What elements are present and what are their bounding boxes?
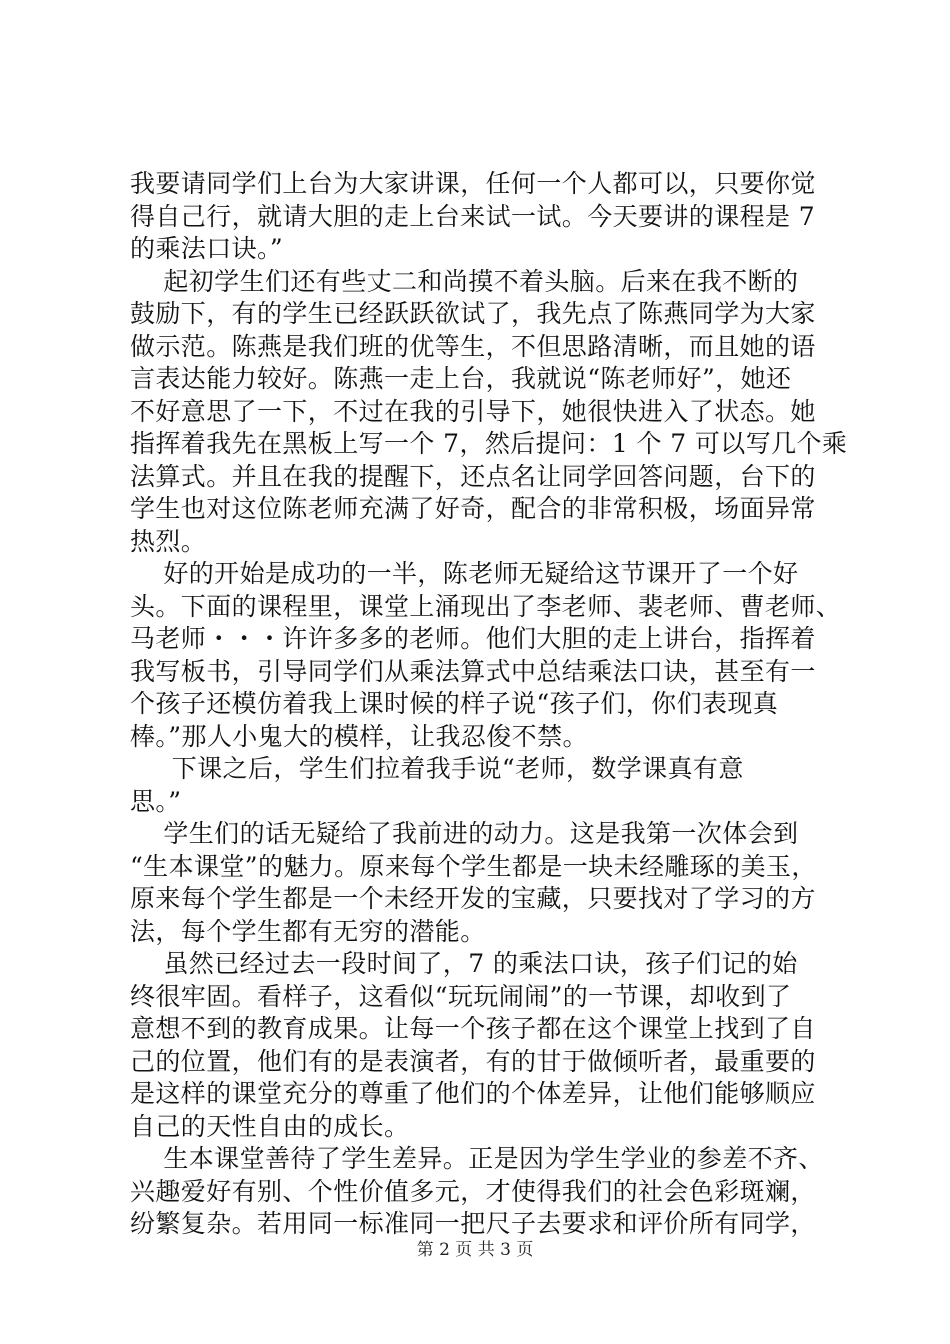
text-line: 马老师・・・许许多多的老师。他们大胆的走上讲台，指挥着 xyxy=(130,624,816,653)
text-line: 法算式。并且在我的提醒下，还点名让同学回答问题，台下的 xyxy=(130,461,816,491)
text-line: 原来每个学生都是一个未经开发的宝藏，只要找对了学习的方 xyxy=(130,884,816,913)
text-line: 起初学生们还有些丈二和尚摸不着头脑。后来在我不断的 xyxy=(130,266,799,296)
text-line: 学生们的话无疑给了我前进的动力。这是我第一次体会到 xyxy=(130,819,799,848)
text-line: 指挥着我先在黑板上写一个 7，然后提问：1 个 7 可以写几个乘 xyxy=(130,429,848,458)
body-text xyxy=(130,168,848,1241)
text-line: 好的开始是成功的一半，陈老师无疑给这节课开了一个好 xyxy=(130,559,799,588)
text-line: 的乘法口诀。” xyxy=(130,234,284,263)
text-line: 学生也对这位陈老师充满了好奇，配合的非常积极，场面异常 xyxy=(130,494,816,523)
text-line: 做示范。陈燕是我们班的优等生，不但思路清晰，而且她的语 xyxy=(130,331,816,361)
text-line: 虽然已经过去一段时间了，7 的乘法口诀，孩子们记的始 xyxy=(130,949,798,978)
text-line: 个孩子还模仿着我上课时候的样子说“孩子们，你们表现真 xyxy=(130,689,779,718)
text-line: 棒。”那人小鬼大的模样，让我忍俊不禁。 xyxy=(130,721,588,751)
text-line: 思。” xyxy=(130,786,182,816)
text-line: 终很牢固。看样子，这看似“玩玩闹闹”的一节课，却收到了 xyxy=(130,981,792,1011)
text-line: 意想不到的教育成果。让每一个孩子都在这个课堂上找到了自 xyxy=(130,1014,816,1043)
text-line: 己的位置，他们有的是表演者，有的甘于做倾听者，最重要的 xyxy=(130,1046,816,1076)
text-line: 生本课堂善待了学生差异。正是因为学生学业的参差不齐、 xyxy=(130,1144,824,1173)
page-footer xyxy=(0,1238,950,1262)
text-line: 热烈。 xyxy=(130,526,207,556)
text-line: 鼓励下，有的学生已经跃跃欲试了，我先点了陈燕同学为大家 xyxy=(130,299,816,328)
text-line: 纷繁复杂。若用同一标准同一把尺子去要求和评价所有同学， xyxy=(130,1209,816,1238)
text-line: 是这样的课堂充分的尊重了他们的个体差异，让他们能够顺应 xyxy=(130,1079,816,1108)
text-line: 我写板书，引导同学们从乘法算式中总结乘法口诀，甚至有一 xyxy=(130,656,816,686)
text-line: 兴趣爱好有别、个性价值多元，才使得我们的社会色彩斑斓， xyxy=(130,1176,816,1206)
text-line: 我要请同学们上台为大家讲课，任何一个人都可以，只要你觉 xyxy=(130,169,816,198)
text-line: 下课之后，学生们拉着我手说“老师，数学课真有意 xyxy=(130,754,744,783)
text-line: 言表达能力较好。陈燕一走上台，我就说“陈老师好”，她还 xyxy=(130,364,792,393)
text-line: 头。下面的课程里，课堂上涌现出了李老师、裴老师、曹老师、 xyxy=(130,591,842,621)
text-line: “生本课堂”的魅力。原来每个学生都是一块未经雕琢的美玉， xyxy=(130,851,817,881)
page-number-label: 第 2 页 共 3 页 xyxy=(416,1240,534,1260)
text-line: 不好意思了一下，不过在我的引导下，她很快进入了状态。她 xyxy=(130,396,816,426)
text-line: 得自己行，就请大胆的走上台来试一试。今天要讲的课程是 7 xyxy=(130,201,816,231)
text-line: 法，每个学生都有无穷的潜能。 xyxy=(130,916,486,946)
text-line: 自己的天性自由的成长。 xyxy=(130,1111,410,1141)
